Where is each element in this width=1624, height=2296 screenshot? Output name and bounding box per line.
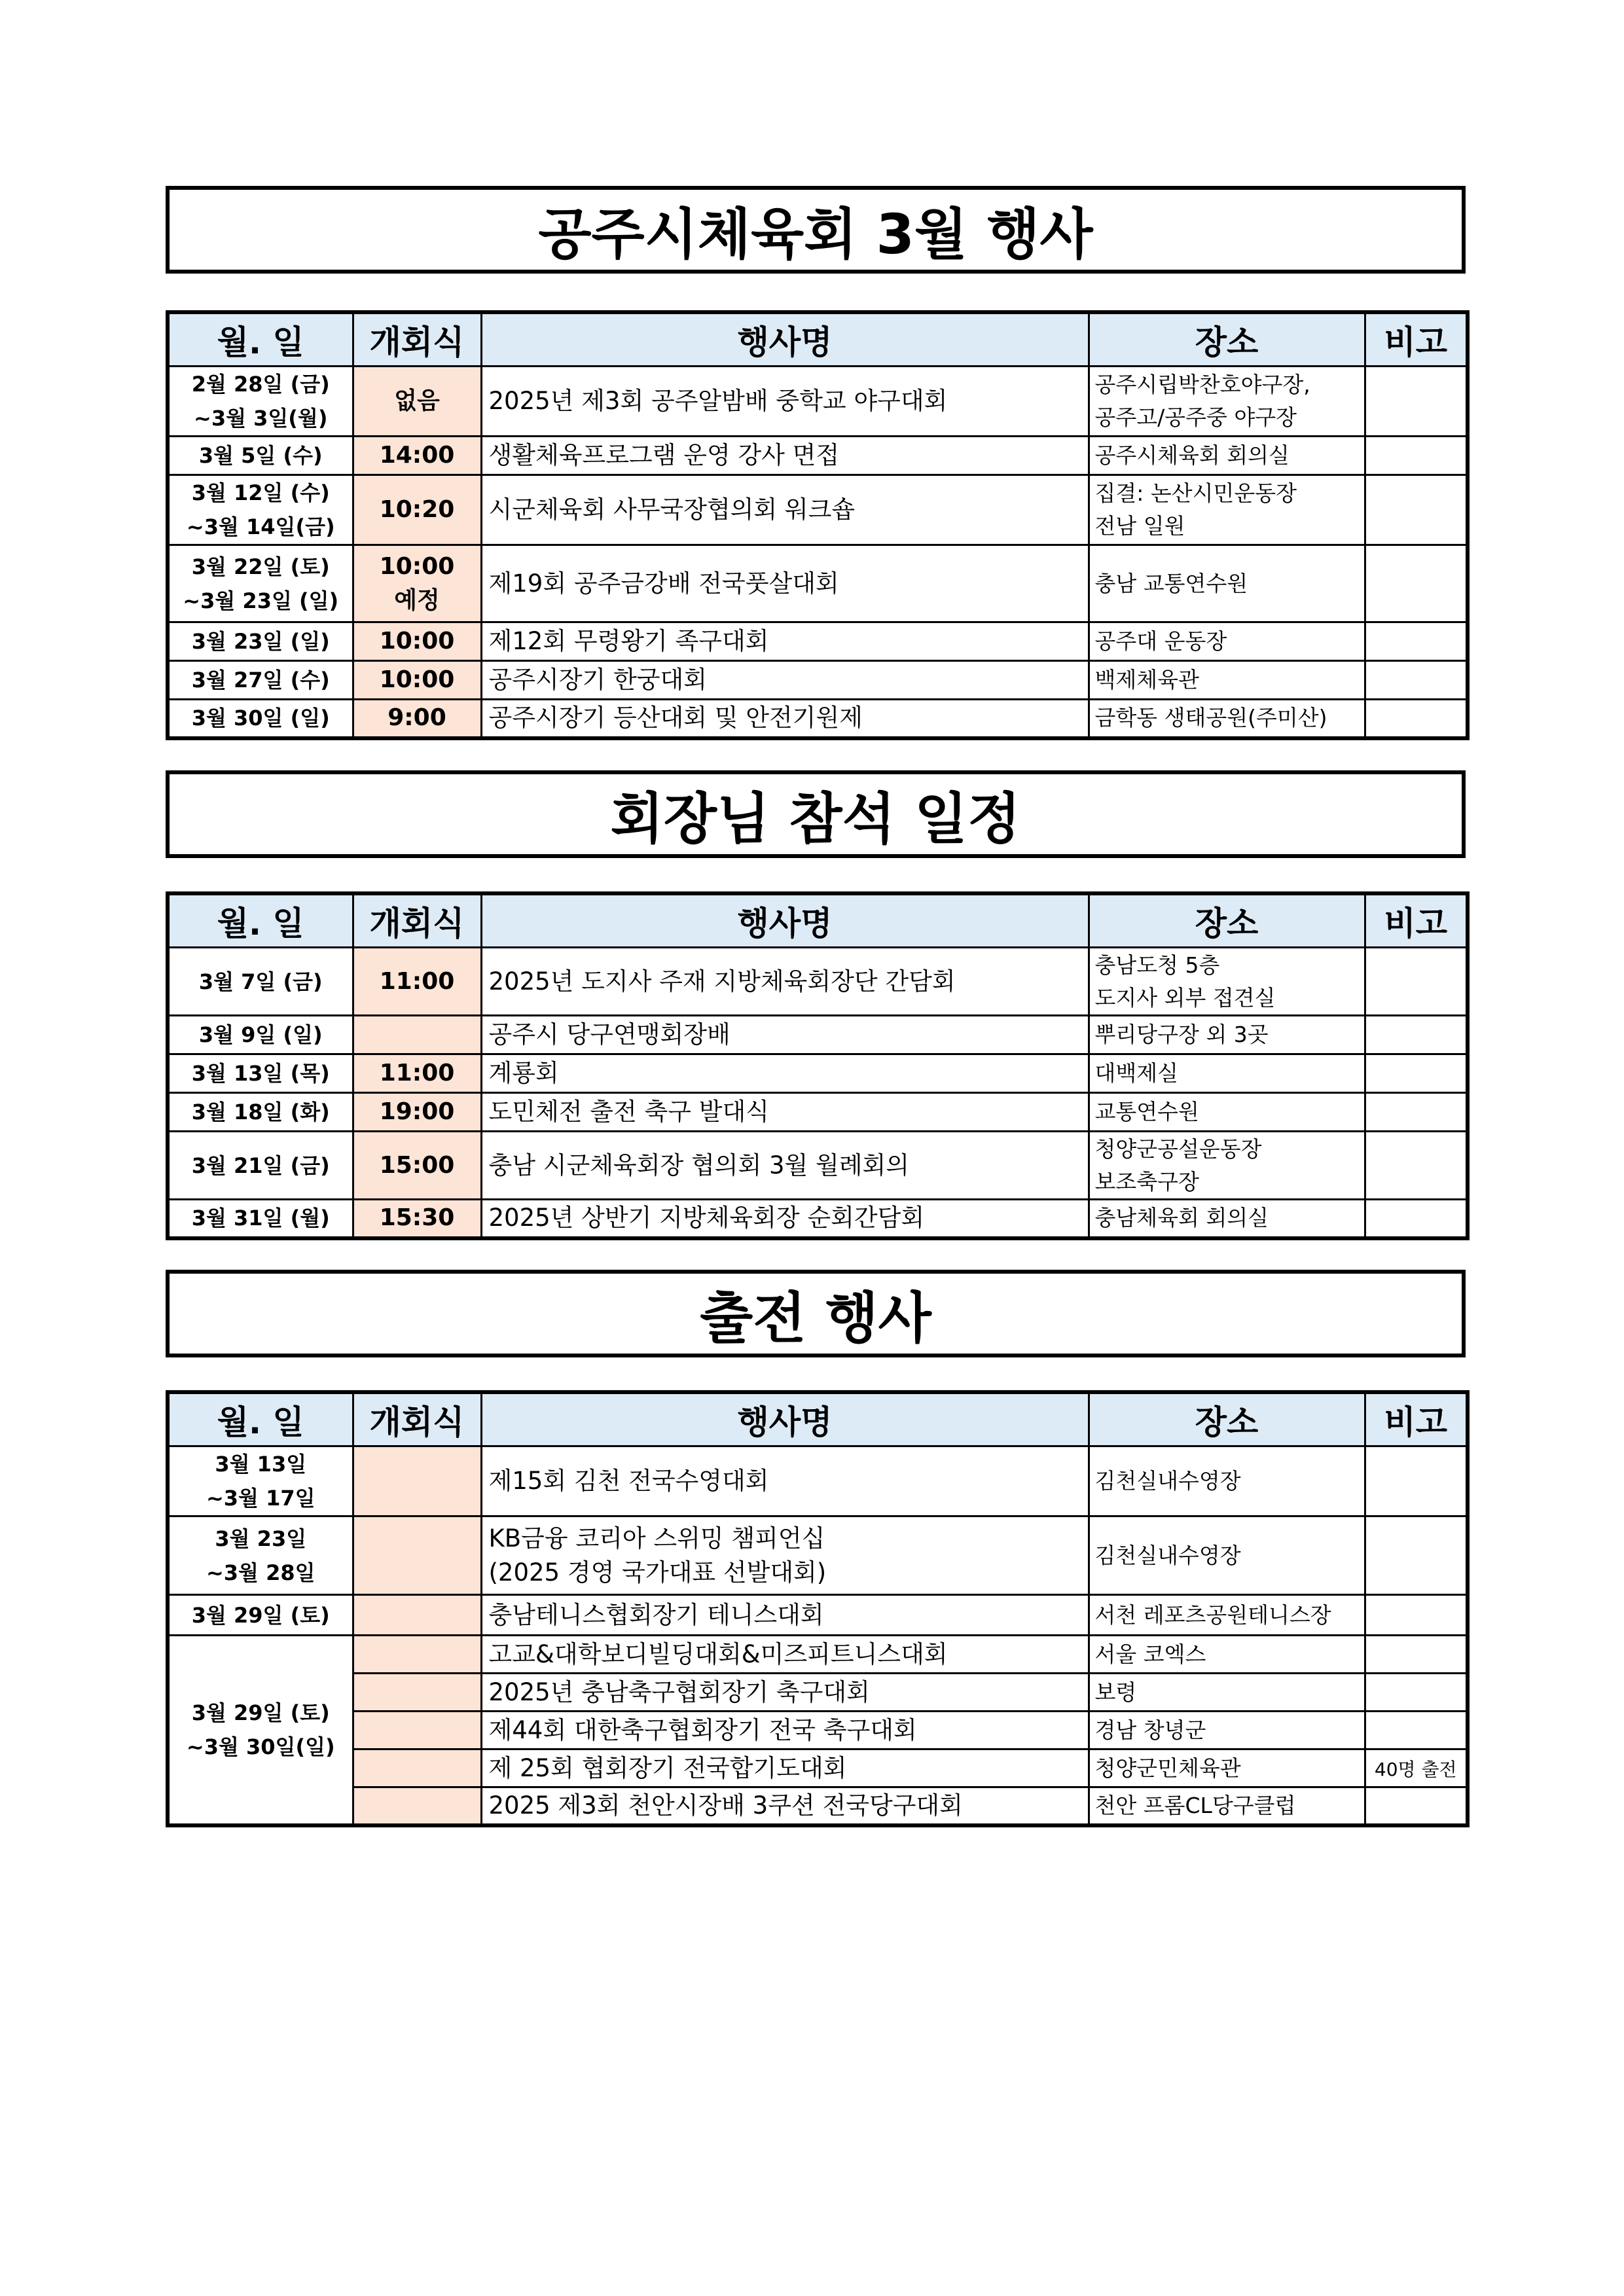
cell-line: 3월 9일 (일)	[198, 1022, 323, 1047]
cell-line: 충남 교통연수원	[1094, 570, 1248, 596]
cell-time	[353, 1093, 481, 1132]
cell-note	[1365, 1787, 1468, 1825]
cell-line: 10:00	[379, 552, 455, 580]
cell-line: 2025년 도지사 주재 지방체육회장단 간담회	[488, 967, 956, 996]
cell-line: 시군체육회 사무국장협의회 워크숍	[488, 495, 856, 524]
cell-place	[1089, 1054, 1365, 1093]
cell-line: ~3월 28일	[206, 1560, 316, 1585]
cell-line: 3월 7일 (금)	[198, 969, 323, 994]
table-row	[168, 1749, 1468, 1787]
table-header-row	[168, 1392, 1468, 1446]
cell-note: 40명 출전	[1365, 1749, 1468, 1787]
cell-date	[168, 545, 353, 622]
cell-line: 공주시체육회 회의실	[1094, 442, 1290, 468]
cell-name	[481, 1674, 1089, 1712]
cell-place	[1089, 1749, 1365, 1787]
cell-line: 보령	[1094, 1679, 1137, 1705]
cell-date	[168, 1054, 353, 1093]
table-row	[168, 1200, 1468, 1238]
cell-line: 서울 코엑스	[1094, 1641, 1206, 1667]
cell-name	[481, 700, 1089, 738]
cell-date	[168, 1016, 353, 1054]
cell-note	[1365, 1093, 1468, 1132]
cell-line: ~3월 14일(금)	[186, 514, 335, 539]
cell-time	[353, 1749, 481, 1787]
cell-line: 청양군공설운동장	[1094, 1136, 1262, 1162]
cell-line: ~3월 3일(월)	[194, 406, 328, 431]
header-name: 행사명	[481, 1392, 1089, 1446]
table-row	[168, 1674, 1468, 1712]
cell-line: 청양군민체육관	[1094, 1755, 1241, 1781]
cell-date	[168, 1132, 353, 1200]
cell-line: 2025년 충남축구협회장기 축구대회	[488, 1677, 870, 1706]
section-title: 회장님 참석 일정	[166, 770, 1466, 858]
cell-name	[481, 1132, 1089, 1200]
header-time: 개회식	[353, 893, 481, 948]
table-row	[168, 545, 1468, 622]
table-row	[168, 1054, 1468, 1093]
cell-line: 3월 31일 (월)	[191, 1206, 330, 1231]
table-row	[168, 1093, 1468, 1132]
cell-line: 3월 29일 (토)	[191, 1700, 330, 1725]
header-name: 행사명	[481, 893, 1089, 948]
cell-time	[353, 545, 481, 622]
cell-name	[481, 1093, 1089, 1132]
cell-line: 10:00	[379, 666, 455, 693]
cell-note	[1365, 622, 1468, 661]
header-name: 행사명	[481, 312, 1089, 367]
cell-line: 충남 시군체육회장 협의회 3월 월례회의	[488, 1151, 909, 1179]
cell-date	[168, 948, 353, 1016]
table-row	[168, 1016, 1468, 1054]
cell-date	[168, 622, 353, 661]
cell-line: 2025년 제3회 공주알밤배 중학교 야구대회	[488, 387, 948, 415]
cell-time	[353, 475, 481, 545]
table-header-row	[168, 312, 1468, 367]
cell-line: 3월 30일 (일)	[191, 706, 330, 731]
table-row	[168, 1787, 1468, 1825]
cell-name	[481, 1712, 1089, 1749]
cell-place	[1089, 1093, 1365, 1132]
cell-place	[1089, 1712, 1365, 1749]
cell-name	[481, 948, 1089, 1016]
table-row	[168, 1595, 1468, 1636]
schedule-table	[166, 891, 1470, 1240]
cell-line: 3월 23일	[215, 1526, 307, 1551]
cell-line: 3월 13일	[215, 1452, 307, 1477]
cell-time	[353, 948, 481, 1016]
cell-time	[353, 1200, 481, 1238]
table-row	[168, 700, 1468, 738]
cell-line: ~3월 30일(일)	[186, 1734, 335, 1759]
cell-line: 3월 5일 (수)	[198, 443, 323, 468]
header-note: 비고	[1365, 312, 1468, 367]
header-place: 장소	[1089, 312, 1365, 367]
cell-name	[481, 661, 1089, 700]
cell-line: 김천실내수영장	[1094, 1542, 1241, 1568]
cell-line: 공주고/공주중 야구장	[1094, 404, 1297, 430]
cell-date	[168, 1200, 353, 1238]
cell-line: 19:00	[379, 1098, 455, 1125]
cell-name	[481, 1636, 1089, 1674]
cell-line: 2025 제3회 천안시장배 3쿠션 전국당구대회	[488, 1791, 963, 1820]
cell-line: 10:20	[379, 496, 455, 523]
cell-time	[353, 367, 481, 437]
cell-note	[1365, 475, 1468, 545]
schedule-table	[166, 310, 1470, 740]
cell-place	[1089, 1595, 1365, 1636]
cell-place	[1089, 622, 1365, 661]
cell-line: 도지사 외부 접견실	[1094, 984, 1276, 1011]
cell-line: ~3월 17일	[206, 1486, 316, 1511]
cell-line: 예정	[394, 586, 440, 614]
cell-line: 공주시 당구연맹회장배	[488, 1020, 731, 1049]
table-row	[168, 1516, 1468, 1595]
cell-line: 충남도청 5층	[1094, 952, 1220, 978]
cell-note	[1365, 1636, 1468, 1674]
cell-line: 없음	[394, 387, 440, 414]
cell-date	[168, 1446, 353, 1516]
cell-name	[481, 622, 1089, 661]
cell-note	[1365, 437, 1468, 475]
cell-name	[481, 1446, 1089, 1516]
cell-time	[353, 1446, 481, 1516]
cell-line: 11:00	[379, 1060, 455, 1086]
cell-time	[353, 1595, 481, 1636]
cell-line: 도민체전 출전 축구 발대식	[488, 1098, 769, 1126]
cell-line: 제19회 공주금강배 전국풋살대회	[488, 569, 839, 598]
cell-line: 3월 27일 (수)	[191, 668, 330, 692]
cell-date	[168, 367, 353, 437]
cell-time	[353, 1636, 481, 1674]
cell-note	[1365, 1054, 1468, 1093]
table-row	[168, 1636, 1468, 1674]
cell-line: 교통연수원	[1094, 1099, 1199, 1124]
header-place: 장소	[1089, 1392, 1365, 1446]
header-time: 개회식	[353, 1392, 481, 1446]
cell-date	[168, 1516, 353, 1595]
cell-line: 3월 18일 (화)	[191, 1100, 330, 1124]
cell-date	[168, 475, 353, 545]
cell-line: 제44회 대한축구협회장기 전국 축구대회	[488, 1715, 917, 1744]
cell-date	[168, 1636, 353, 1825]
table-row	[168, 475, 1468, 545]
cell-line: 계룡회	[488, 1059, 559, 1087]
cell-name	[481, 367, 1089, 437]
cell-line: 14:00	[379, 442, 455, 469]
cell-time	[353, 1787, 481, 1825]
cell-line: 11:00	[379, 967, 455, 995]
cell-line: 3월 29일 (토)	[191, 1602, 330, 1628]
header-place: 장소	[1089, 893, 1365, 948]
cell-note	[1365, 1200, 1468, 1238]
cell-line: 금학동 생태공원(주미산)	[1094, 705, 1327, 731]
table-row	[168, 1132, 1468, 1200]
cell-line: 천안 프롬CL당구클럽	[1094, 1792, 1296, 1818]
cell-line: 15:00	[379, 1151, 455, 1179]
header-date: 월. 일	[168, 1392, 353, 1446]
cell-name	[481, 1787, 1089, 1825]
cell-note	[1365, 1674, 1468, 1712]
schedule-table	[166, 1390, 1470, 1827]
cell-line: 충남체육회 회의실	[1094, 1205, 1269, 1231]
table-row	[168, 367, 1468, 437]
cell-line: 경남 창녕군	[1094, 1717, 1206, 1743]
header-note: 비고	[1365, 893, 1468, 948]
section-title: 출전 행사	[166, 1270, 1466, 1357]
cell-name	[481, 545, 1089, 622]
cell-time	[353, 1054, 481, 1093]
cell-note	[1365, 367, 1468, 437]
cell-line: 3월 12일 (수)	[191, 480, 330, 505]
cell-note	[1365, 1132, 1468, 1200]
cell-line: 고교&대학보디빌딩대회&미즈피트니스대회	[488, 1640, 948, 1668]
cell-time	[353, 1516, 481, 1595]
cell-place	[1089, 1200, 1365, 1238]
cell-note	[1365, 1516, 1468, 1595]
cell-line: 보조축구장	[1094, 1168, 1199, 1194]
cell-name	[481, 437, 1089, 475]
cell-time	[353, 622, 481, 661]
cell-line: 전남 일원	[1094, 513, 1185, 539]
cell-line: 공주시장기 등산대회 및 안전기원제	[488, 704, 863, 732]
cell-place	[1089, 661, 1365, 700]
cell-date	[168, 437, 353, 475]
cell-note	[1365, 1016, 1468, 1054]
section-title: 공주시체육회 3월 행사	[166, 186, 1466, 274]
cell-line: (2025 경영 국가대표 선발대회)	[488, 1558, 827, 1587]
cell-place	[1089, 1016, 1365, 1054]
cell-time	[353, 437, 481, 475]
cell-line: 공주시립박찬호야구장,	[1094, 372, 1310, 397]
cell-line: 대백제실	[1094, 1060, 1179, 1086]
cell-time	[353, 1712, 481, 1749]
cell-time	[353, 661, 481, 700]
cell-place	[1089, 1636, 1365, 1674]
cell-time	[353, 1674, 481, 1712]
cell-place	[1089, 545, 1365, 622]
cell-time	[353, 1132, 481, 1200]
cell-place	[1089, 367, 1365, 437]
cell-note	[1365, 545, 1468, 622]
cell-line: 백제체육관	[1094, 667, 1199, 692]
cell-line: 3월 22일 (토)	[191, 554, 330, 579]
cell-name	[481, 1749, 1089, 1787]
cell-line: 15:30	[379, 1204, 455, 1232]
cell-line: 생활체육프로그램 운영 강사 면접	[488, 441, 840, 469]
cell-place	[1089, 1446, 1365, 1516]
header-date: 월. 일	[168, 893, 353, 948]
cell-line: 집결: 논산시민운동장	[1094, 480, 1297, 506]
cell-name	[481, 1595, 1089, 1636]
cell-place	[1089, 700, 1365, 738]
cell-name	[481, 475, 1089, 545]
cell-place	[1089, 1132, 1365, 1200]
table-row	[168, 437, 1468, 475]
header-time: 개회식	[353, 312, 481, 367]
table-row	[168, 622, 1468, 661]
header-note: 비고	[1365, 1392, 1468, 1446]
cell-line: 서천 레포츠공원테니스장	[1094, 1602, 1331, 1628]
cell-line: 공주시장기 한궁대회	[488, 666, 707, 694]
cell-line: 9:00	[388, 704, 446, 732]
cell-line: 제 25회 협회장기 전국합기도대회	[488, 1753, 847, 1782]
cell-place	[1089, 437, 1365, 475]
cell-note	[1365, 661, 1468, 700]
cell-place	[1089, 475, 1365, 545]
cell-name	[481, 1516, 1089, 1595]
cell-line: 3월 21일 (금)	[191, 1153, 330, 1178]
cell-line: 뿌리당구장 외 3곳	[1094, 1022, 1269, 1047]
cell-date	[168, 1595, 353, 1636]
table-row	[168, 1446, 1468, 1516]
cell-note	[1365, 1712, 1468, 1749]
cell-place	[1089, 1787, 1365, 1825]
table-row	[168, 948, 1468, 1016]
cell-name	[481, 1016, 1089, 1054]
cell-date	[168, 1093, 353, 1132]
cell-note	[1365, 1595, 1468, 1636]
cell-note	[1365, 700, 1468, 738]
cell-time	[353, 1016, 481, 1054]
cell-place	[1089, 1516, 1365, 1595]
cell-line: 2025년 상반기 지방체육회장 순회간담회	[488, 1204, 925, 1232]
cell-line: 제15회 김천 전국수영대회	[488, 1467, 769, 1495]
cell-line: 제12회 무령왕기 족구대회	[488, 627, 769, 655]
cell-name	[481, 1200, 1089, 1238]
cell-line: 공주대 운동장	[1094, 628, 1227, 654]
cell-place	[1089, 948, 1365, 1016]
cell-line: 3월 13일 (목)	[191, 1061, 330, 1086]
header-date: 월. 일	[168, 312, 353, 367]
cell-time	[353, 700, 481, 738]
cell-line: ~3월 23일 (일)	[183, 588, 339, 613]
cell-note	[1365, 948, 1468, 1016]
table-header-row	[168, 893, 1468, 948]
table-row	[168, 1712, 1468, 1749]
cell-name	[481, 1054, 1089, 1093]
cell-note	[1365, 1446, 1468, 1516]
cell-line: 10:00	[379, 628, 455, 655]
cell-line: 3월 23일 (일)	[191, 629, 330, 654]
cell-date	[168, 661, 353, 700]
cell-line: 충남테니스협회장기 테니스대회	[488, 1600, 824, 1629]
cell-line: 2월 28일 (금)	[191, 372, 330, 397]
cell-line: 김천실내수영장	[1094, 1468, 1241, 1494]
cell-place	[1089, 1674, 1365, 1712]
table-row	[168, 661, 1468, 700]
cell-line: KB금융 코리아 스위밍 챔피언십	[488, 1524, 825, 1552]
cell-date	[168, 700, 353, 738]
